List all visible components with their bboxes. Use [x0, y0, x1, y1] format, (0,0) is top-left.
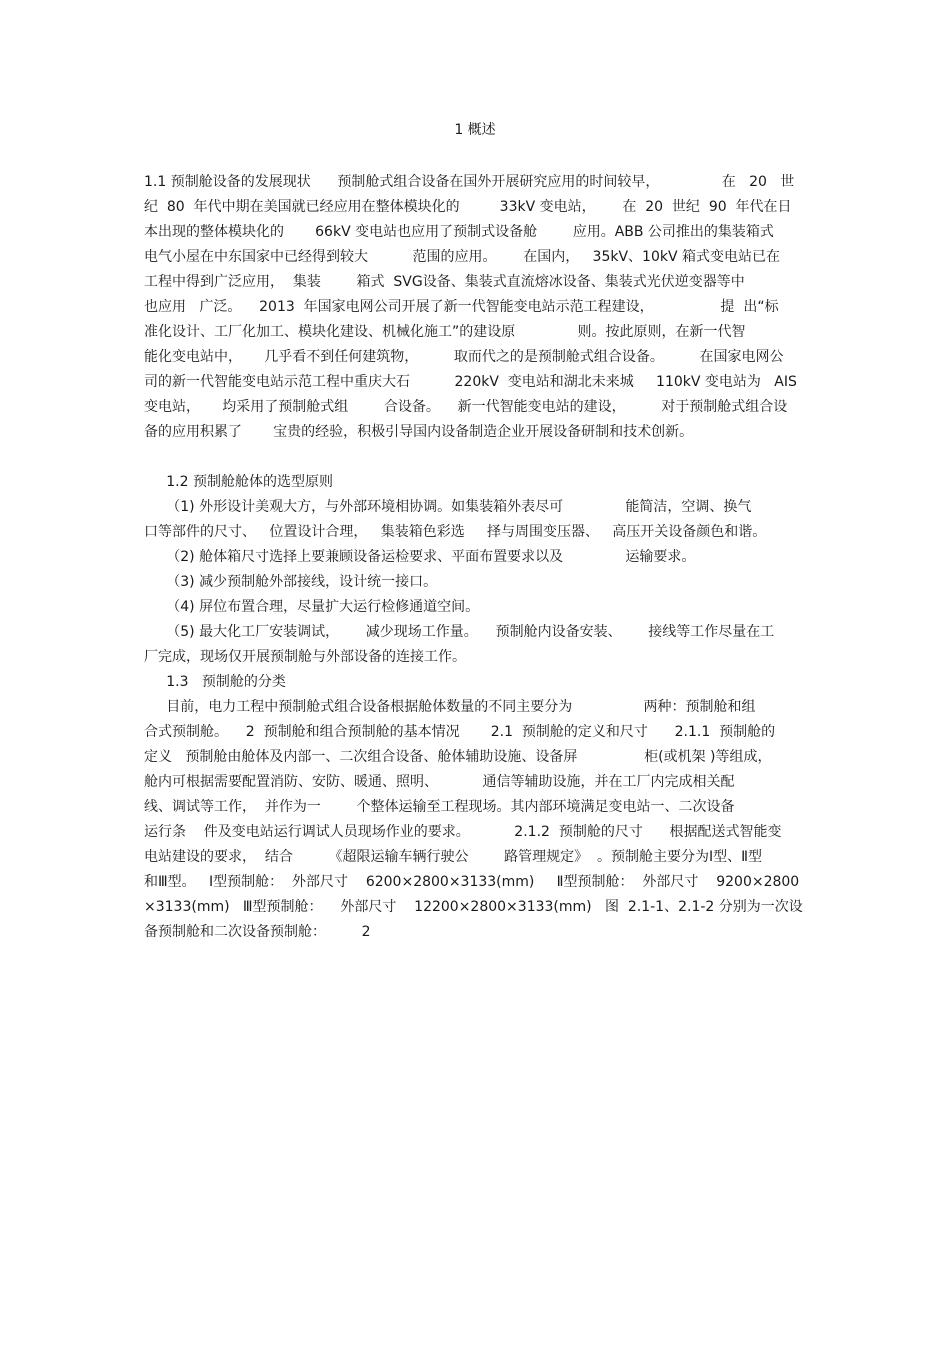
text-line: 备预制舱和二次设备预制舱： 2 [144, 924, 371, 940]
text-line: 司的新一代智能变电站示范工程中重庆大石 220kV 变电站和湖北未来城 110kV 变电站为 AIS [144, 374, 797, 390]
text-line: （5) 最大化工厂安装调试， 减少现场工作量。 预制舱内设备安装、 接线等工作尽量在工 [144, 624, 775, 640]
text-line: 口等部件的尺寸、 位置设计合理， 集装箱色彩选 择与周围变压器、 高压开关设备颜色和谐。 [144, 524, 767, 540]
text-line: 电站建设的要求， 结合 《超限运输车辆行驶公 路管理规定》 。预制舱主要分为Ⅰ型、Ⅱ型 [144, 849, 763, 865]
text-line: 合式预制舱。 2 预制舱和组合预制舱的基本情况 2.1 预制舱的定义和尺寸 2.1.1 预制舱的 [144, 724, 776, 740]
text-line: 和Ⅲ型。 Ⅰ型预制舱： 外部尺寸 6200×2800×3133(mm) Ⅱ型预制舱： 外部尺寸 9200×2800 [144, 874, 800, 890]
text-line: 也应用 广泛。 2013 年国家电网公司开展了新一代智能变电站示范工程建设， 提 出“标 [144, 299, 779, 315]
text-line: 本出现的整体模块化的 66kV 变电站也应用了预制式设备舱 应用。ABB 公司推出的集装箱式 [144, 224, 774, 240]
text-line: 1.2 预制舱舱体的选型原则 [144, 474, 333, 490]
text-line: （3) 减少预制舱外部接线，设计统一接口。 [144, 574, 438, 590]
text-line: 厂完成，现场仅开展预制舱与外部设备的连接工作。 [144, 649, 466, 665]
text-line: 舱内可根据需要配置消防、安防、暖通、照明、 通信等辅助设施，并在工厂内完成相关配 [144, 774, 735, 790]
text-line: 定义 预制舱由舱体及内部一、二次组合设备、舱体辅助设施、设备屏 柜(或机架 )等组成， [144, 749, 772, 765]
text-line: 1.1 预制舱设备的发展现状 预制舱式组合设备在国外开展研究应用的时间较早， 在 20 世 [144, 174, 795, 190]
text-line: 运行条 件及变电站运行调试人员现场作业的要求。 2.1.2 预制舱的尺寸 根据配送式智能变 [144, 824, 782, 840]
text-line: （4) 屏位布置合理，尽量扩大运行检修通道空间。 [144, 599, 480, 615]
text-line: 备的应用积累了 宝贵的经验，积极引导国内设备制造企业开展设备研制和技术创新。 [144, 424, 694, 440]
text-line: （2) 舱体箱尺寸选择上要兼顾设备运检要求、平面布置要求以及 运输要求。 [144, 549, 696, 565]
text-line: 工程中得到广泛应用， 集装 箱式 SVG设备、集装式直流熔冰设备、集装式光伏逆变器等中 [144, 274, 745, 290]
section-title: 1 概述 [454, 122, 496, 138]
text-line: 线、调试等工作， 并作为一 个整体运输至工程现场。其内部环境满足变电站一、二次设备 [144, 799, 735, 815]
text-line: 准化设计、工厂化加工、模块化建设、机械化施工”的建设原 则。按此原则，在新一代智 [144, 324, 746, 340]
text-line: 目前，电力工程中预制舱式组合设备根据舱体数量的不同主要分为 两种：预制舱和组 [144, 699, 756, 715]
text-line: ×3133(mm) Ⅲ型预制舱： 外部尺寸 12200×2800×3133(mm) 图 2.1-1、2.1-2 分别为一次设 [144, 899, 803, 915]
text-line: 纪 80 年代中期在美国就已经应用在整体模块化的 33kV 变电站， 在 20 世纪 90 年代在日 [144, 199, 792, 215]
text-line: 能化变电站中， 几乎看不到任何建筑物， 取而代之的是预制舱式组合设备。 在国家电网公 [144, 349, 784, 365]
text-line: 变电站， 均采用了预制舱式组 合设备。 新一代智能变电站的建设， 对于预制舱式组合设 [144, 399, 788, 415]
text-line: 电气小屋在中东国家中已经得到较大 范围的应用。 在国内， 35kV、10kV 箱式变电站已在 [144, 249, 780, 265]
text-line: （1) 外形设计美观大方，与外部环境相协调。如集装箱外表尽可 能简洁，空调、换气 [144, 499, 752, 515]
text-line: 1.3 预制舱的分类 [144, 674, 286, 690]
